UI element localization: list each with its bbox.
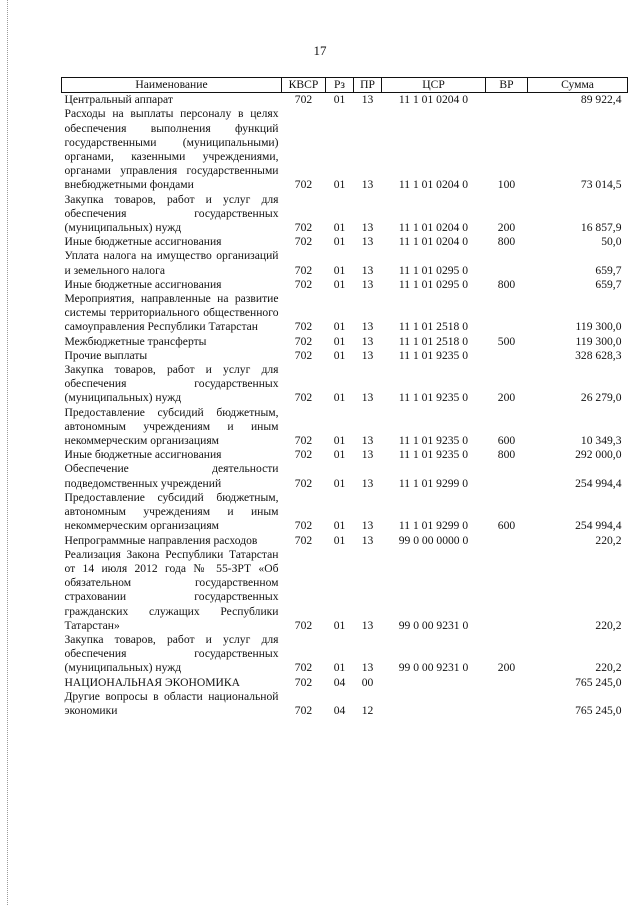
- table-row: [62, 462, 628, 490]
- row-csr: 99 0 00 9231 0: [398, 661, 469, 675]
- row-vr: [486, 534, 528, 548]
- row-rz: 01: [333, 448, 346, 462]
- table-row: [62, 406, 628, 449]
- row-name: Центральный аппарат: [64, 93, 173, 107]
- row-name: НАЦИОНАЛЬНАЯ ЭКОНОМИКА: [64, 675, 241, 689]
- row-vr: 500: [497, 334, 516, 348]
- row-pr: 13: [361, 320, 374, 334]
- header-vr: ВР: [486, 78, 528, 93]
- row-kvsr: 702: [294, 235, 313, 249]
- row-sum: 659,7: [595, 277, 622, 291]
- row-pr: 13: [361, 618, 374, 632]
- row-csr: 11 1 01 0295 0: [398, 277, 469, 291]
- row-name: Иные бюджетные ассигнования: [64, 235, 222, 249]
- row-pr: 13: [361, 476, 374, 490]
- row-csr: [382, 690, 486, 718]
- row-vr: [486, 462, 528, 490]
- row-name: Иные бюджетные ассигнования: [64, 448, 222, 462]
- row-csr: [382, 676, 486, 690]
- row-name: Уплата налога на имущество организаций и земельного налога: [64, 249, 279, 277]
- row-pr: 13: [361, 93, 374, 107]
- row-kvsr: 702: [294, 277, 313, 291]
- row-sum: 220,2: [595, 618, 622, 632]
- row-csr: 11 1 01 9235 0: [398, 391, 469, 405]
- row-kvsr: 702: [294, 320, 313, 334]
- table-row: [62, 548, 628, 633]
- row-csr: 11 1 01 9235 0: [398, 348, 469, 362]
- row-pr: 13: [361, 533, 374, 547]
- header-rz: Рз: [326, 78, 354, 93]
- row-csr: 11 1 01 0204 0: [398, 221, 469, 235]
- row-rz: 04: [333, 675, 346, 689]
- row-rz: 04: [333, 703, 346, 717]
- row-sum: 765 245,0: [575, 703, 622, 717]
- row-sum: 220,2: [595, 661, 622, 675]
- row-rz: 01: [333, 93, 346, 107]
- row-pr: 13: [361, 448, 374, 462]
- row-name: Мероприятия, направленные на развитие системы территориального общественного самоуправления Республики Татарстан: [64, 292, 279, 334]
- row-rz: 01: [333, 277, 346, 291]
- row-name: Реализация Закона Республики Татарстан от 14 июля 2012 года № 55-ЗРТ «Об обязательном государственном страховании государственных гражданских служащих Республики Татарстан»: [64, 547, 279, 632]
- row-name: Расходы на выплаты персоналу в целях обеспечения выполнения функций государственными (муниципальными) органами, казенными учреждениями, органами управления государственными внебюджетными фондами: [64, 107, 279, 192]
- row-sum: 16 857,9: [580, 221, 622, 235]
- row-kvsr: 702: [294, 675, 313, 689]
- row-csr: 11 1 01 9299 0: [398, 519, 469, 533]
- row-pr: 13: [361, 334, 374, 348]
- row-name: Межбюджетные трансферты: [64, 334, 207, 348]
- row-rz: 01: [333, 661, 346, 675]
- table-row: [62, 491, 628, 534]
- row-pr: 13: [361, 391, 374, 405]
- row-vr: [486, 249, 528, 277]
- table-header-row: [62, 78, 628, 93]
- row-kvsr: 702: [294, 93, 313, 107]
- row-sum: 328 628,3: [575, 348, 622, 362]
- row-csr: 99 0 00 0000 0: [398, 533, 469, 547]
- row-vr: 200: [497, 221, 516, 235]
- row-name: Обеспечение деятельности подведомственных учреждений: [64, 462, 279, 490]
- table-row: [62, 193, 628, 236]
- row-sum: 73 014,5: [580, 178, 622, 192]
- header-pr: ПР: [354, 78, 382, 93]
- row-rz: 01: [333, 476, 346, 490]
- row-vr: 600: [497, 519, 516, 533]
- row-pr: 00: [361, 675, 374, 689]
- row-kvsr: 702: [294, 703, 313, 717]
- row-rz: 01: [333, 533, 346, 547]
- row-rz: 01: [333, 348, 346, 362]
- row-sum: 50,0: [601, 235, 622, 249]
- row-pr: 13: [361, 348, 374, 362]
- row-csr: 11 1 01 2518 0: [398, 320, 469, 334]
- row-rz: 01: [333, 519, 346, 533]
- row-kvsr: 702: [294, 476, 313, 490]
- header-csr: ЦСР: [382, 78, 486, 93]
- row-rz: 01: [333, 391, 346, 405]
- row-sum: 659,7: [595, 263, 622, 277]
- row-pr: 13: [361, 235, 374, 249]
- table-row: [62, 235, 628, 249]
- row-sum: 254 994,4: [575, 476, 622, 490]
- row-vr: [486, 690, 528, 718]
- row-sum: 119 300,0: [575, 320, 622, 334]
- row-vr: 800: [497, 277, 516, 291]
- row-vr: 200: [497, 661, 516, 675]
- row-pr: 13: [361, 661, 374, 675]
- row-rz: 01: [333, 618, 346, 632]
- table-row: [62, 534, 628, 548]
- row-csr: 11 1 01 9235 0: [398, 448, 469, 462]
- page-number: 17: [313, 43, 327, 58]
- row-sum: 10 349,3: [580, 434, 622, 448]
- table-row: [62, 278, 628, 292]
- row-pr: 12: [361, 703, 374, 717]
- row-pr: 13: [361, 263, 374, 277]
- row-csr: 11 1 01 0204 0: [398, 235, 469, 249]
- row-pr: 13: [361, 519, 374, 533]
- table-row: [62, 349, 628, 363]
- row-sum: 292 000,0: [575, 448, 622, 462]
- row-pr: 13: [361, 434, 374, 448]
- row-csr: 11 1 01 9299 0: [398, 476, 469, 490]
- row-kvsr: 702: [294, 661, 313, 675]
- row-csr: 11 1 01 0204 0: [398, 178, 469, 192]
- row-kvsr: 702: [294, 348, 313, 362]
- table-row: [62, 690, 628, 718]
- row-vr: [486, 349, 528, 363]
- row-name: Закупка товаров, работ и услуг для обеспечения государственных (муниципальных) нужд: [64, 192, 279, 235]
- row-sum: 765 245,0: [575, 675, 622, 689]
- row-rz: 01: [333, 320, 346, 334]
- row-csr: 11 1 01 0295 0: [398, 263, 469, 277]
- row-rz: 01: [333, 235, 346, 249]
- table-row: [62, 107, 628, 192]
- row-name: Закупка товаров, работ и услуг для обеспечения государственных (муниципальных) нужд: [64, 363, 279, 405]
- row-vr: 200: [497, 391, 516, 405]
- table-row: [62, 633, 628, 676]
- row-rz: 01: [333, 263, 346, 277]
- budget-table: [61, 77, 628, 718]
- row-name: Предоставление субсидий бюджетным, автономным учреждениям и иным некоммерческим организациям: [64, 405, 279, 448]
- row-kvsr: 702: [294, 618, 313, 632]
- row-pr: 13: [361, 277, 374, 291]
- row-kvsr: 702: [294, 334, 313, 348]
- row-sum: 89 922,4: [580, 93, 622, 107]
- table-row: [62, 249, 628, 277]
- row-name: Иные бюджетные ассигнования: [64, 277, 222, 291]
- row-kvsr: 702: [294, 434, 313, 448]
- row-kvsr: 702: [294, 178, 313, 192]
- row-sum: 119 300,0: [575, 334, 622, 348]
- row-csr: 11 1 01 0204 0: [398, 93, 469, 107]
- row-sum: 220,2: [595, 533, 622, 547]
- row-name: Прочие выплаты: [64, 348, 148, 362]
- row-rz: 01: [333, 434, 346, 448]
- table-row: [62, 363, 628, 406]
- row-rz: 01: [333, 334, 346, 348]
- table-row: [62, 448, 628, 462]
- row-kvsr: 702: [294, 263, 313, 277]
- row-csr: 11 1 01 9235 0: [398, 434, 469, 448]
- row-name: Предоставление субсидий бюджетным, автономным учреждениям и иным некоммерческим организациям: [64, 490, 279, 533]
- row-name: Закупка товаров, работ и услуг для обеспечения государственных (муниципальных) нужд: [64, 632, 279, 675]
- row-kvsr: 702: [294, 519, 313, 533]
- row-name: Другие вопросы в области национальной экономики: [64, 689, 279, 717]
- row-vr: [486, 676, 528, 690]
- row-kvsr: 702: [294, 448, 313, 462]
- row-vr: [486, 292, 528, 335]
- row-vr: 100: [497, 178, 516, 192]
- row-csr: 99 0 00 9231 0: [398, 618, 469, 632]
- table-row: [62, 335, 628, 349]
- binding-margin-dots: [7, 0, 8, 905]
- row-vr: 800: [497, 448, 516, 462]
- row-vr: [486, 548, 528, 633]
- row-kvsr: 702: [294, 391, 313, 405]
- row-pr: 13: [361, 178, 374, 192]
- row-rz: 01: [333, 221, 346, 235]
- row-vr: 600: [497, 434, 516, 448]
- row-name: Непрограммные направления расходов: [64, 533, 258, 547]
- row-sum: 254 994,4: [575, 519, 622, 533]
- table-row: [62, 676, 628, 690]
- header-sum: Сумма: [528, 78, 628, 93]
- row-pr: 13: [361, 221, 374, 235]
- row-sum: 26 279,0: [580, 391, 622, 405]
- row-rz: 01: [333, 178, 346, 192]
- row-vr: 800: [497, 235, 516, 249]
- table-row: [62, 292, 628, 335]
- table-row: [62, 93, 628, 108]
- row-vr: [486, 93, 528, 108]
- header-name: Наименование: [62, 78, 282, 93]
- row-kvsr: 702: [294, 533, 313, 547]
- header-kvsr: КВСР: [282, 78, 326, 93]
- row-csr: 11 1 01 2518 0: [398, 334, 469, 348]
- row-kvsr: 702: [294, 221, 313, 235]
